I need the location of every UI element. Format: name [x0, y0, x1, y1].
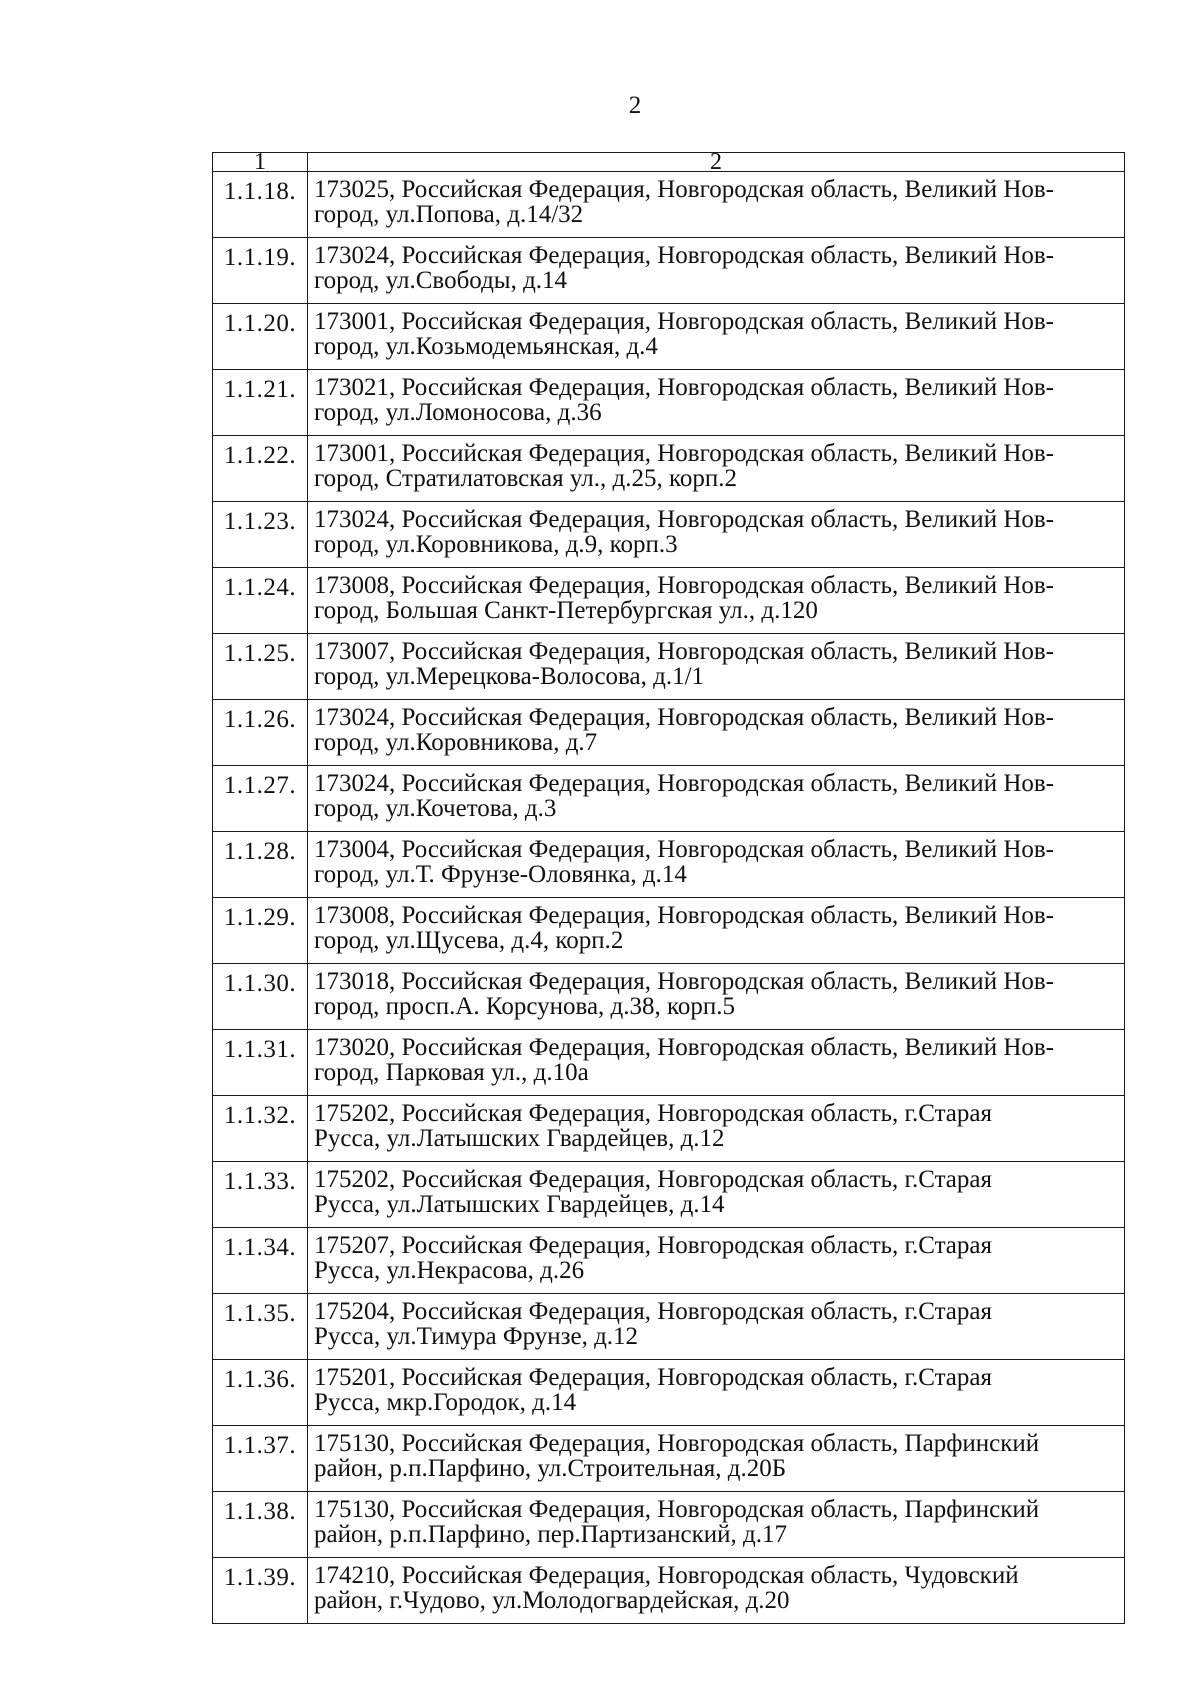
address-line-1: 175207, Российская Федерация, Новгородская область, г.Старая [314, 1232, 992, 1259]
row-number: 1.1.30. [213, 964, 308, 1030]
address-cell [308, 766, 1125, 832]
row-number: 1.1.35. [213, 1294, 308, 1360]
address-cell [308, 172, 1125, 238]
table-header-row [213, 153, 1125, 172]
address-cell [308, 964, 1125, 1030]
row-number: 1.1.26. [213, 700, 308, 766]
table-row [213, 1492, 1125, 1558]
row-number: 1.1.38. [213, 1492, 308, 1558]
address-line-1: 174210, Российская Федерация, Новгородская область, Чудовский [314, 1562, 1019, 1589]
row-number: 1.1.34. [213, 1228, 308, 1294]
address-line-2: район, г.Чудово, ул.Молодогвардейская, д.20 [314, 1587, 790, 1614]
address-line-1: 173004, Российская Федерация, Новгородская область, Великий Нов- [314, 836, 1055, 863]
table-row [213, 766, 1125, 832]
address-cell [308, 1228, 1125, 1294]
address-line-2: город, ул.Мерецкова-Волосова, д.1/1 [314, 663, 705, 690]
row-number: 1.1.18. [213, 172, 308, 238]
address-cell [308, 1492, 1125, 1558]
address-cell [308, 304, 1125, 370]
address-cell [308, 436, 1125, 502]
address-line-2: район, р.п.Парфино, пер.Партизанский, д.17 [314, 1521, 788, 1548]
table-row [213, 634, 1125, 700]
table-row [213, 1558, 1125, 1624]
column-header-address: 2 [308, 153, 1125, 172]
table-row [213, 502, 1125, 568]
address-line-2: город, ул.Кочетова, д.3 [314, 795, 557, 822]
table-row [213, 832, 1125, 898]
row-number: 1.1.20. [213, 304, 308, 370]
address-cell [308, 502, 1125, 568]
address-line-1: 173021, Российская Федерация, Новгородская область, Великий Нов- [314, 374, 1055, 401]
table-row [213, 568, 1125, 634]
row-number: 1.1.31. [213, 1030, 308, 1096]
address-line-2: город, ул.Козьмодемьянская, д.4 [314, 333, 658, 360]
address-line-2: район, р.п.Парфино, ул.Строительная, д.20Б [314, 1455, 787, 1482]
address-line-1: 173001, Российская Федерация, Новгородская область, Великий Нов- [314, 440, 1055, 467]
address-line-1: 175130, Российская Федерация, Новгородская область, Парфинский [314, 1430, 1040, 1457]
address-line-1: 173024, Российская Федерация, Новгородская область, Великий Нов- [314, 506, 1055, 533]
table-row [213, 304, 1125, 370]
address-line-1: 173024, Российская Федерация, Новгородская область, Великий Нов- [314, 704, 1055, 731]
table-row [213, 1096, 1125, 1162]
row-number: 1.1.27. [213, 766, 308, 832]
address-line-2: город, просп.А. Корсунова, д.38, корп.5 [314, 993, 736, 1020]
address-cell [308, 1360, 1125, 1426]
address-line-1: 175202, Российская Федерация, Новгородская область, г.Старая [314, 1100, 992, 1127]
table-row [213, 1162, 1125, 1228]
row-number: 1.1.28. [213, 832, 308, 898]
address-line-2: город, ул.Свободы, д.14 [314, 267, 568, 294]
table-body [213, 172, 1125, 1624]
address-line-2: город, ул.Ломоносова, д.36 [314, 399, 602, 426]
table-row [213, 1360, 1125, 1426]
row-number: 1.1.23. [213, 502, 308, 568]
page-number: 2 [628, 92, 642, 119]
address-line-2: город, ул.Попова, д.14/32 [314, 201, 584, 228]
table-row [213, 1228, 1125, 1294]
table-row [213, 1426, 1125, 1492]
table-row [213, 1294, 1125, 1360]
row-number: 1.1.24. [213, 568, 308, 634]
table-row [213, 964, 1125, 1030]
address-cell [308, 370, 1125, 436]
table-row [213, 370, 1125, 436]
address-line-2: город, Большая Санкт-Петербургская ул., д.120 [314, 597, 818, 624]
column-header-number: 1 [213, 153, 308, 172]
address-line-2: Русса, мкр.Городок, д.14 [314, 1389, 577, 1416]
row-number: 1.1.22. [213, 436, 308, 502]
address-cell [308, 634, 1125, 700]
table-row [213, 1030, 1125, 1096]
address-cell [308, 1426, 1125, 1492]
address-line-1: 173007, Российская Федерация, Новгородская область, Великий Нов- [314, 638, 1055, 665]
address-cell [308, 568, 1125, 634]
address-line-2: город, ул.Т. Фрунзе-Оловянка, д.14 [314, 861, 687, 888]
address-line-1: 173020, Российская Федерация, Новгородская область, Великий Нов- [314, 1034, 1055, 1061]
address-cell [308, 238, 1125, 304]
address-line-1: 173025, Российская Федерация, Новгородская область, Великий Нов- [314, 176, 1055, 203]
address-cell [308, 1030, 1125, 1096]
address-cell [308, 700, 1125, 766]
row-number: 1.1.25. [213, 634, 308, 700]
address-line-2: Русса, ул.Латышских Гвардейцев, д.14 [314, 1191, 725, 1218]
address-line-2: город, ул.Коровникова, д.7 [314, 729, 598, 756]
address-line-1: 175130, Российская Федерация, Новгородская область, Парфинский [314, 1496, 1040, 1523]
table-row [213, 172, 1125, 238]
address-line-1: 173008, Российская Федерация, Новгородская область, Великий Нов- [314, 572, 1055, 599]
address-line-1: 175204, Российская Федерация, Новгородская область, г.Старая [314, 1298, 992, 1325]
address-cell [308, 832, 1125, 898]
table-row [213, 238, 1125, 304]
address-line-2: Русса, ул.Латышских Гвардейцев, д.12 [314, 1125, 725, 1152]
address-line-1: 173008, Российская Федерация, Новгородская область, Великий Нов- [314, 902, 1055, 929]
row-number: 1.1.29. [213, 898, 308, 964]
address-line-2: город, ул.Щусева, д.4, корп.2 [314, 927, 624, 954]
address-cell [308, 1294, 1125, 1360]
address-line-1: 175201, Российская Федерация, Новгородская область, г.Старая [314, 1364, 992, 1391]
address-line-1: 175202, Российская Федерация, Новгородская область, г.Старая [314, 1166, 992, 1193]
address-line-2: город, Стратилатовская ул., д.25, корп.2 [314, 465, 737, 492]
address-table [212, 152, 1125, 1624]
row-number: 1.1.36. [213, 1360, 308, 1426]
address-cell [308, 898, 1125, 964]
address-line-2: город, ул.Коровникова, д.9, корп.3 [314, 531, 678, 558]
address-line-1: 173001, Российская Федерация, Новгородская область, Великий Нов- [314, 308, 1055, 335]
row-number: 1.1.32. [213, 1096, 308, 1162]
row-number: 1.1.19. [213, 238, 308, 304]
address-line-2: Русса, ул.Тимура Фрунзе, д.12 [314, 1323, 639, 1350]
address-cell [308, 1096, 1125, 1162]
row-number: 1.1.39. [213, 1558, 308, 1624]
address-line-2: город, Парковая ул., д.10а [314, 1059, 589, 1086]
table-row [213, 700, 1125, 766]
table-row [213, 436, 1125, 502]
address-line-1: 173024, Российская Федерация, Новгородская область, Великий Нов- [314, 770, 1055, 797]
row-number: 1.1.33. [213, 1162, 308, 1228]
address-cell [308, 1558, 1125, 1624]
row-number: 1.1.21. [213, 370, 308, 436]
address-cell [308, 1162, 1125, 1228]
address-line-1: 173024, Российская Федерация, Новгородская область, Великий Нов- [314, 242, 1055, 269]
address-line-1: 173018, Российская Федерация, Новгородская область, Великий Нов- [314, 968, 1055, 995]
table-row [213, 898, 1125, 964]
row-number: 1.1.37. [213, 1426, 308, 1492]
address-line-2: Русса, ул.Некрасова, д.26 [314, 1257, 585, 1284]
